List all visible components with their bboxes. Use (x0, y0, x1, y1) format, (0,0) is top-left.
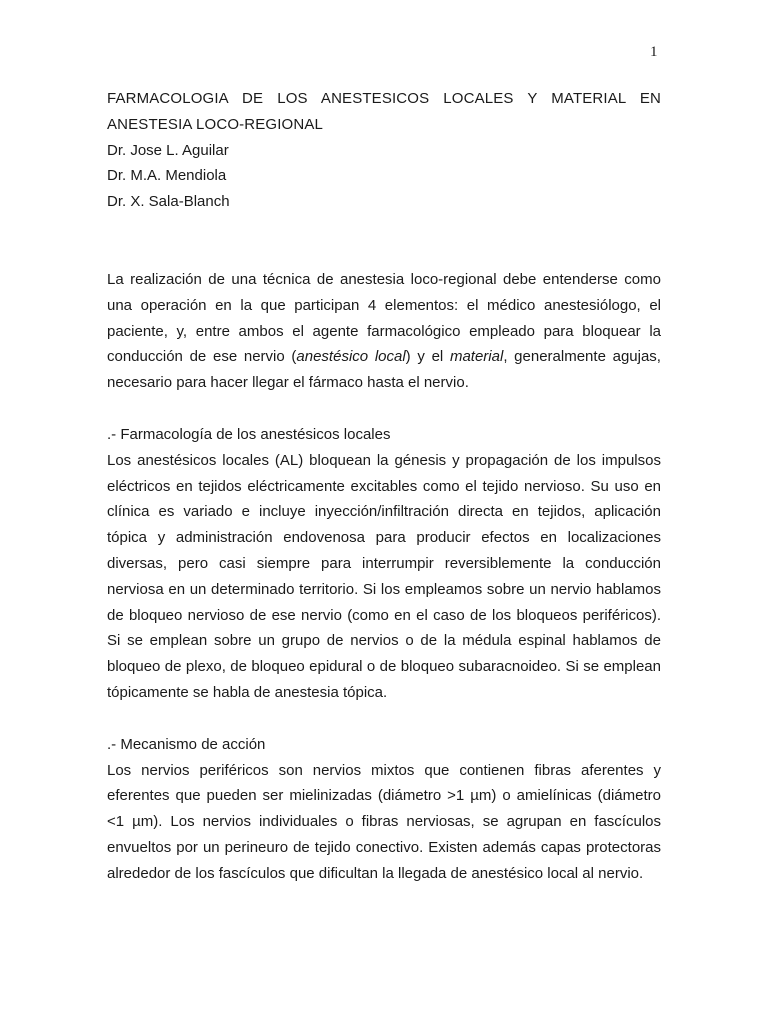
intro-text-1: La realización de una técnica de anestesia loco-regional debe entenderse como una operación en la que participan 4 elementos: el médico anestesiólogo, el paciente, y, entre ambos el agente farmacológico empleado para bloquear la conducción de ese nervio ( (107, 270, 661, 366)
intro-italic-material: material (449, 348, 504, 366)
section-body-farmacologia: Los anestésicos locales (AL) bloquean la génesis y propagación de los impulsos eléctricos en tejidos eléctricamente excitables como el tejido nervioso. Su uso en clínica es variado e incluye inyección/infiltración directa en tejidos, aplicación tópica y administración endovenosa para producir efectos en localizaciones diversas, pero casi siempre para interrumpir reversiblemente la conducción nerviosa en un determinado territorio. Si los empleamos sobre un nervio hablamos de bloqueo nervioso de ese nervio (como en el caso de los bloqueos periféricos). Si se emplean sobre un grupo de nervios o de la médula espinal hablamos de bloqueo de plexo, de bloqueo epidural o de bloqueo subaracnoideo. Si se emplean tópicamente se habla de anestesia tópica. (107, 451, 661, 701)
intro-text-2: ) y el (405, 348, 450, 366)
document-body (107, 86, 661, 887)
spacer (107, 396, 661, 422)
section-heading-farmacologia: .- Farmacología de los anestésicos locales (107, 425, 391, 443)
author-3: Dr. X. Sala-Blanch (107, 193, 230, 211)
author-2: Dr. M.A. Mendiola (107, 167, 227, 185)
document-title: FARMACOLOGIA DE LOS ANESTESICOS LOCALES Y MATERIAL EN ANESTESIA LOCO-REGIONAL (107, 90, 661, 133)
section-heading-mecanismo: .- Mecanismo de acción (107, 735, 266, 753)
author-1: Dr. Jose L. Aguilar (107, 141, 229, 159)
spacer (107, 706, 661, 732)
intro-italic-anestesico: anestésico local (296, 348, 406, 366)
intro-paragraph (107, 267, 661, 396)
spacer (107, 215, 661, 267)
intro-text-3: , generalmente agujas, necesario para hacer llegar el fármaco hasta el nervio. (107, 348, 661, 392)
section-body-mecanismo: Los nervios periféricos son nervios mixtos que contienen fibras aferentes y eferentes que pueden ser mielinizadas (diámetro >1 µm) o amielínicas (diámetro <1 µm). Los nervios individuales o fibras nerviosas, se agrupan en fascículos envueltos por un perineuro de tejido conectivo. Existen además capas protectoras alrededor de los fascículos que dificultan la llegada de anestésico local al nervio. (107, 761, 661, 882)
page-number: 1 (650, 44, 658, 60)
